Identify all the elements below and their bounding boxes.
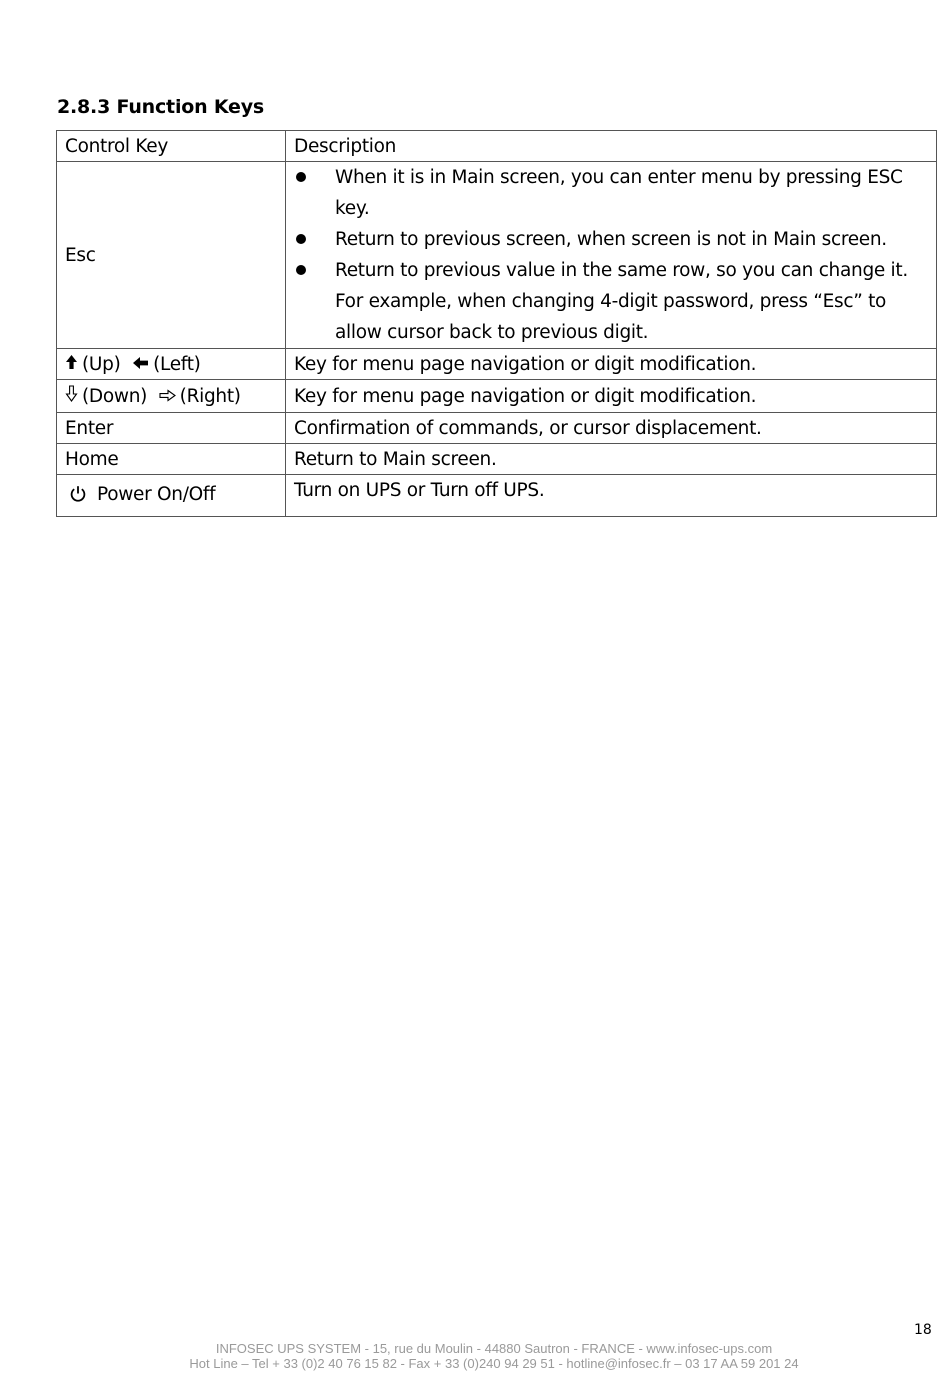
key-power: Power On/Off xyxy=(57,475,286,517)
footer-contact: Hot Line – Tel + 33 (0)2 40 76 15 82 - Fax + 33 (0)240 94 29 51 - hotline@infosec.fr – 03 17 AA 59 201 24 xyxy=(189,1356,799,1371)
key-esc: Esc xyxy=(57,162,286,349)
table-row-power xyxy=(57,475,937,517)
description-down-right: Key for menu page navigation or digit modification. xyxy=(286,380,937,413)
bullet-dot-icon xyxy=(296,234,306,244)
table-row-up-left xyxy=(57,349,937,380)
key-home: Home xyxy=(57,444,286,475)
arrow-up-icon xyxy=(65,354,78,375)
description-up-left: Key for menu page navigation or digit modification. xyxy=(286,349,937,380)
description-enter: Confirmation of commands, or cursor displacement. xyxy=(286,413,937,444)
list-item: Return to previous value in the same row, so you can change it. For example, when changing 4-digit password, press “Esc” to allow cursor back to previous digit. xyxy=(294,255,928,348)
footer-address: INFOSEC UPS SYSTEM - 15, rue du Moulin - 44880 Sautron - FRANCE - www.infosec-ups.com xyxy=(215,1341,773,1356)
table-row-esc xyxy=(57,162,937,349)
header-control-key: Control Key xyxy=(57,131,286,162)
table-row-home xyxy=(57,444,937,475)
bullet-dot-icon xyxy=(296,265,306,275)
list-item: Return to previous screen, when screen is not in Main screen. xyxy=(294,224,928,255)
table-header-row xyxy=(57,131,937,162)
key-up-left: (Up) (Left) xyxy=(57,349,286,380)
table-row-down-right xyxy=(57,380,937,413)
header-description: Description xyxy=(286,131,937,162)
bullet-dot-icon xyxy=(296,172,306,182)
esc-bullet-list xyxy=(294,162,928,348)
table-row-enter xyxy=(57,413,937,444)
description-power: Turn on UPS or Turn off UPS. xyxy=(286,475,937,517)
description-home: Return to Main screen. xyxy=(286,444,937,475)
arrow-down-outline-icon xyxy=(65,385,78,407)
list-item: When it is in Main screen, you can enter menu by pressing ESC key. xyxy=(294,162,928,224)
section-heading: 2.8.3 Function Keys xyxy=(57,96,265,118)
function-keys-table xyxy=(56,130,937,517)
description-esc xyxy=(286,162,937,349)
key-down-right: (Down) (Right) xyxy=(57,380,286,413)
page-number: 18 xyxy=(914,1322,932,1338)
power-icon xyxy=(69,485,87,508)
arrow-right-outline-icon xyxy=(159,386,176,407)
key-enter: Enter xyxy=(57,413,286,444)
arrow-left-icon xyxy=(132,354,149,375)
